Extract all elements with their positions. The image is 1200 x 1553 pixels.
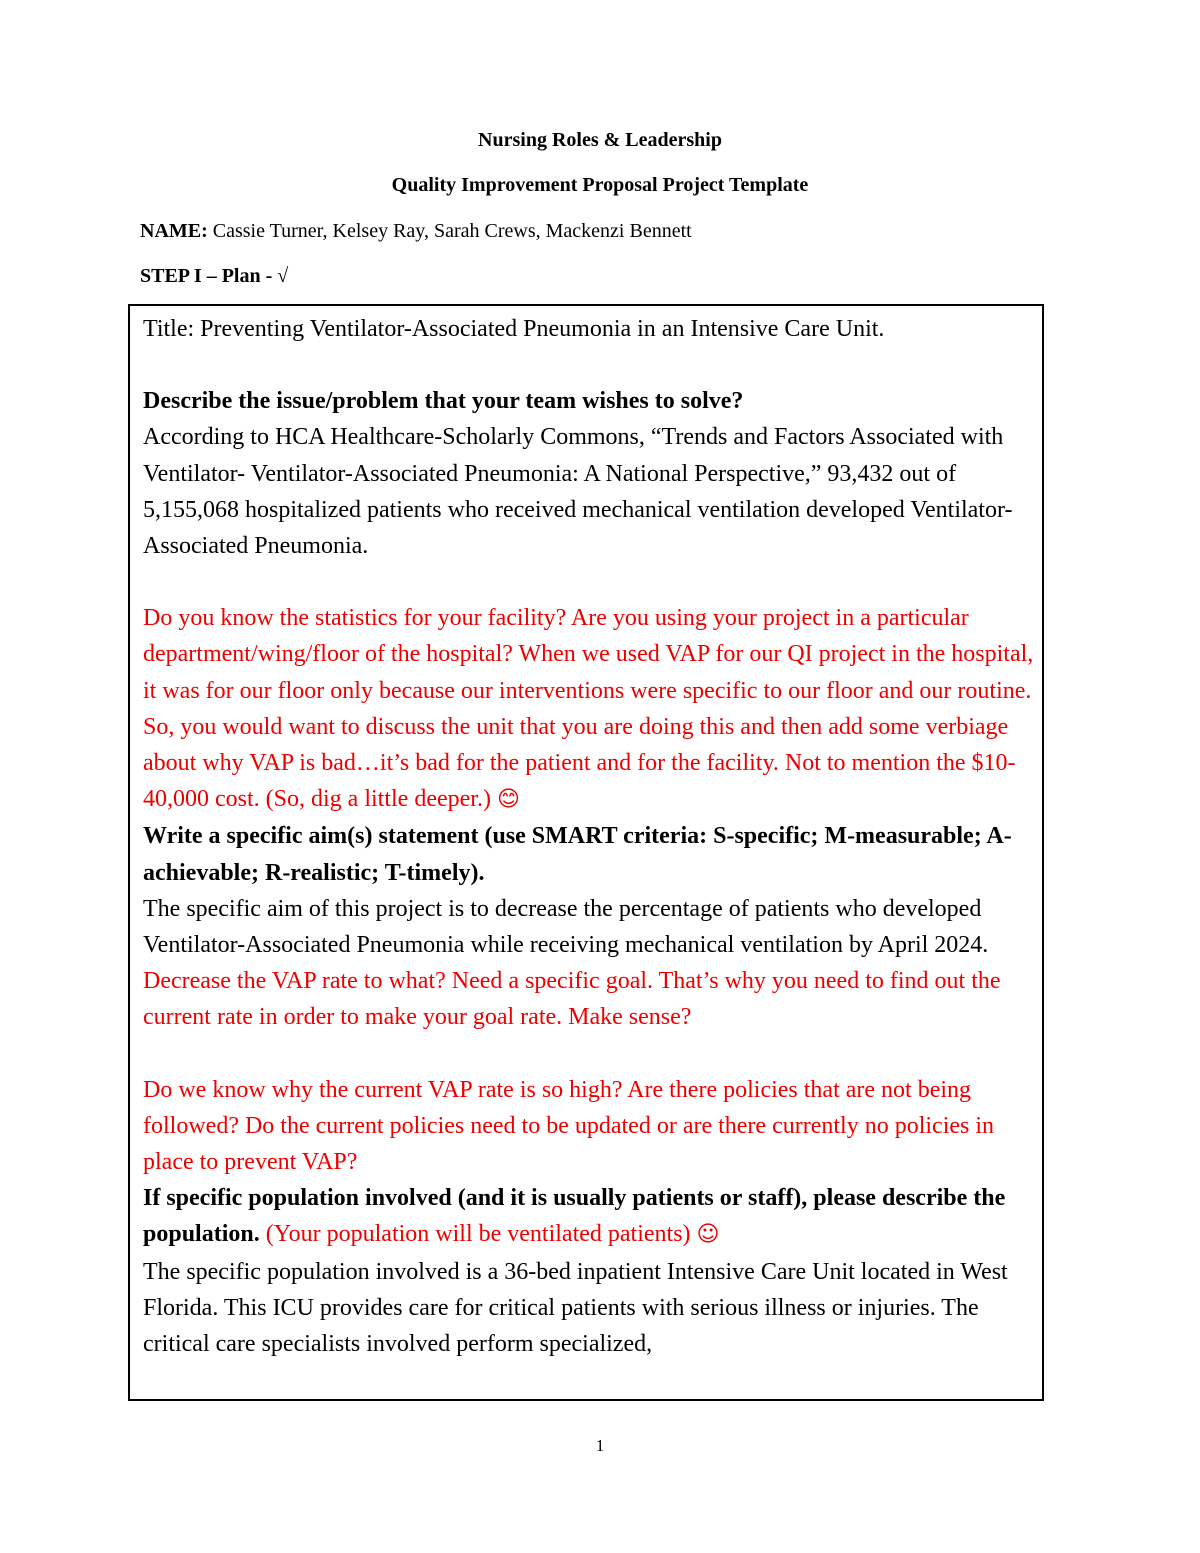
smiley-icon: ☺	[696, 1222, 720, 1248]
issue-question: Describe the issue/problem that your team wishes to solve?	[143, 388, 744, 415]
population-answer: The specific population involved is a 36-bed inpatient Intensive Care Unit located in West Florida. This ICU provides care for critical patients with serious illness or injuries. The critical care specialists involved perform specialized,	[143, 1258, 1008, 1358]
project-title: Title: Preventing Ventilator-Associated Pneumonia in an Intensive Care Unit.	[143, 316, 885, 342]
smiley-icon: 😊	[496, 787, 520, 813]
team-names: Cassie Turner, Kelsey Ray, Sarah Crews, Mackenzi Bennett	[212, 220, 692, 242]
spacer	[143, 347, 1038, 383]
population-question: If specific population involved (and it is usually patients or staff), please describe the population.	[143, 1185, 1006, 1248]
feedback-statistics-text: Do you know the statistics for your facility? Are you using your project in a particular department/wing/floor of the hospital? When we used VAP for our QI project in the hospital, it was for our floor only because our interventions were specific to our floor and our routine. So, you would want to discuss the unit that you are doing this and then add some verbiage about why VAP is bad…it’s bad for the patient and for the facility. Not to mention the $10-40,000 cost. (So, dig a little deeper.)	[143, 605, 1034, 813]
step-label: STEP I – Plan - √	[140, 265, 289, 287]
instructor-feedback-goal: Decrease the VAP rate to what? Need a specific goal. That’s why you need to find out the current rate in order to make your goal rate. Make sense?	[143, 968, 1001, 1031]
population-feedback: (Your population will be ventilated patients)	[265, 1221, 691, 1248]
names-line	[140, 220, 692, 243]
page-number: 1	[595, 1436, 605, 1455]
spacer	[143, 1036, 1038, 1072]
course-title: Nursing Roles & Leadership	[478, 129, 722, 151]
proposal-box	[128, 304, 1044, 1401]
spacer	[143, 564, 1038, 600]
aim-answer: The specific aim of this project is to decrease the percentage of patients who developed Ventilator-Associated Pneumonia while receiving mechanical ventilation by April 2024.	[143, 895, 989, 959]
name-label: NAME:	[140, 220, 208, 242]
issue-answer: According to HCA Healthcare-Scholarly Commons, “Trends and Factors Associated with Ventilator- Ventilator-Associated Pneumonia: A National Perspective,” 93,432 out of 5,155,068 hospitalized patients who received mechanical ventilation developed Ventilator-Associated Pneumonia.	[143, 424, 1013, 560]
aim-question: Write a specific aim(s) statement (use SMART criteria: S-specific; M-measurable; A-achievable; R-realistic; T-timely).	[143, 823, 1012, 886]
population-prompt	[143, 1180, 1038, 1253]
proposal-content	[143, 311, 1038, 1362]
instructor-feedback-policies: Do we know why the current VAP rate is so high? Are there policies that are not being followed? Do the current policies need to be updated or are there currently no policies in place to prevent VAP?	[143, 1076, 995, 1176]
instructor-feedback-statistics	[143, 600, 1038, 818]
template-title: Quality Improvement Proposal Project Template	[391, 174, 809, 196]
